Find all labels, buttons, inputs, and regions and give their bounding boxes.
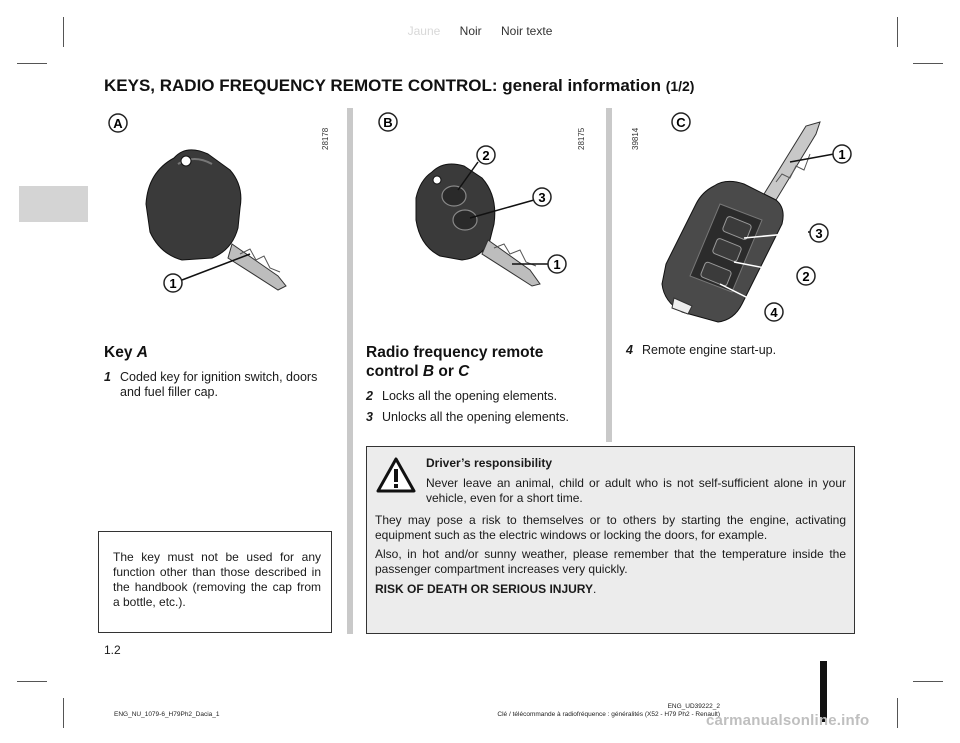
- heading-line-1: Radio frequency remote: [366, 344, 544, 361]
- callout-c-4: 4: [770, 305, 778, 320]
- watermark-text: carmanualsonline.info: [706, 712, 870, 729]
- page-title: [104, 76, 694, 96]
- list-item: [104, 370, 334, 400]
- page-title-main: KEYS, RADIO FREQUENCY REMOTE CONTROL: general information: [104, 76, 661, 95]
- figure-code-b: 28175: [577, 127, 586, 150]
- callout-b-2: 2: [482, 148, 490, 163]
- heading-letter-c: C: [458, 363, 470, 380]
- warning-paragraph-1: Never leave an animal, child or adult who is not self-sufficient alone in your vehicle, even for a short time.: [426, 476, 846, 505]
- section-remote: [366, 343, 598, 425]
- footer-right: [420, 703, 720, 719]
- figure-letter-c: C: [676, 115, 686, 130]
- crop-mark: [17, 681, 47, 682]
- item-text: Remote engine start-up.: [642, 343, 777, 357]
- callout-b-3: 3: [538, 190, 546, 205]
- callout-b-1: 1: [553, 257, 561, 272]
- item-number: 2: [366, 389, 373, 403]
- figure-remote-b: [370, 108, 595, 323]
- section-key-c: [626, 343, 856, 358]
- item-number: 3: [366, 410, 373, 424]
- figure-key-a: [100, 108, 340, 323]
- callout-a-1: 1: [169, 276, 177, 291]
- print-label-jaune: Jaune: [407, 24, 441, 38]
- note-text: The key must not be used for any function other than those described in the handbook (removing the cap from a bottle, etc.).: [113, 550, 321, 609]
- print-label-noir: Noir: [459, 24, 482, 38]
- warning-end: .: [593, 582, 597, 596]
- figure-remote-c: [626, 108, 856, 328]
- figure-code-c: 39814: [631, 127, 640, 150]
- heading-text: Key: [104, 344, 137, 361]
- heading-letter: A: [136, 344, 148, 361]
- column-divider: [606, 108, 612, 442]
- section-heading: [366, 343, 598, 381]
- warning-title: Driver’s responsibility: [426, 456, 553, 470]
- crop-mark: [17, 63, 47, 64]
- item-text: Coded key for ignition switch, doors and fuel filler cap.: [120, 370, 318, 399]
- warning-box: [366, 446, 855, 634]
- heading-letter-b: B: [422, 363, 435, 380]
- heading-line-2: control: [366, 363, 423, 380]
- section-key-a: [104, 343, 334, 400]
- callout-c-1: 1: [838, 147, 846, 162]
- heading-or: or: [434, 363, 459, 380]
- print-label-noir-texte: Noir texte: [501, 24, 553, 38]
- list-item: [366, 410, 598, 425]
- crop-mark: [913, 63, 943, 64]
- note-box: [98, 531, 332, 633]
- warning-paragraph-3: Also, in hot and/or sunny weather, please remember that the temperature inside the passenger compartment increases very quickly.: [375, 547, 846, 576]
- section-heading: [104, 343, 334, 362]
- print-color-header: [0, 24, 960, 38]
- footer-left: ENG_NU_1079-6_H79Ph2_Dacia_1: [114, 711, 220, 718]
- figure-letter-b: B: [383, 115, 393, 130]
- warning-paragraph-4: [375, 582, 846, 597]
- page-title-part: (1/2): [665, 78, 695, 94]
- footer-right-line-2: Clé / télécommande à radiofréquence : généralités (X52 - H79 Ph2 - Renault): [497, 711, 720, 718]
- figure-letter-a: A: [113, 116, 123, 131]
- crop-mark: [897, 698, 898, 728]
- warning-triangle-icon: [375, 456, 417, 494]
- warning-emphasis: RISK OF DEATH OR SERIOUS INJURY: [375, 582, 594, 596]
- warning-paragraph-2: They may pose a risk to themselves or to others by starting the engine, activating equipment such as the electric windows or locking the doors, for example.: [375, 513, 846, 542]
- figure-code-a: 28178: [321, 127, 330, 150]
- page-number: 1.2: [104, 643, 121, 657]
- crop-mark: [63, 698, 64, 728]
- column-divider: [347, 108, 353, 634]
- chapter-tab: [19, 186, 88, 222]
- crop-mark: [913, 681, 943, 682]
- list-item: [366, 389, 598, 404]
- list-item: [626, 343, 856, 358]
- item-text: Unlocks all the opening elements.: [382, 410, 569, 424]
- item-number: 4: [626, 343, 633, 357]
- item-text: Locks all the opening elements.: [382, 389, 558, 403]
- callout-c-3: 3: [815, 226, 823, 241]
- item-number: 1: [104, 370, 111, 384]
- footer-right-line-1: ENG_UD39222_2: [667, 703, 720, 710]
- callout-c-2: 2: [802, 269, 810, 284]
